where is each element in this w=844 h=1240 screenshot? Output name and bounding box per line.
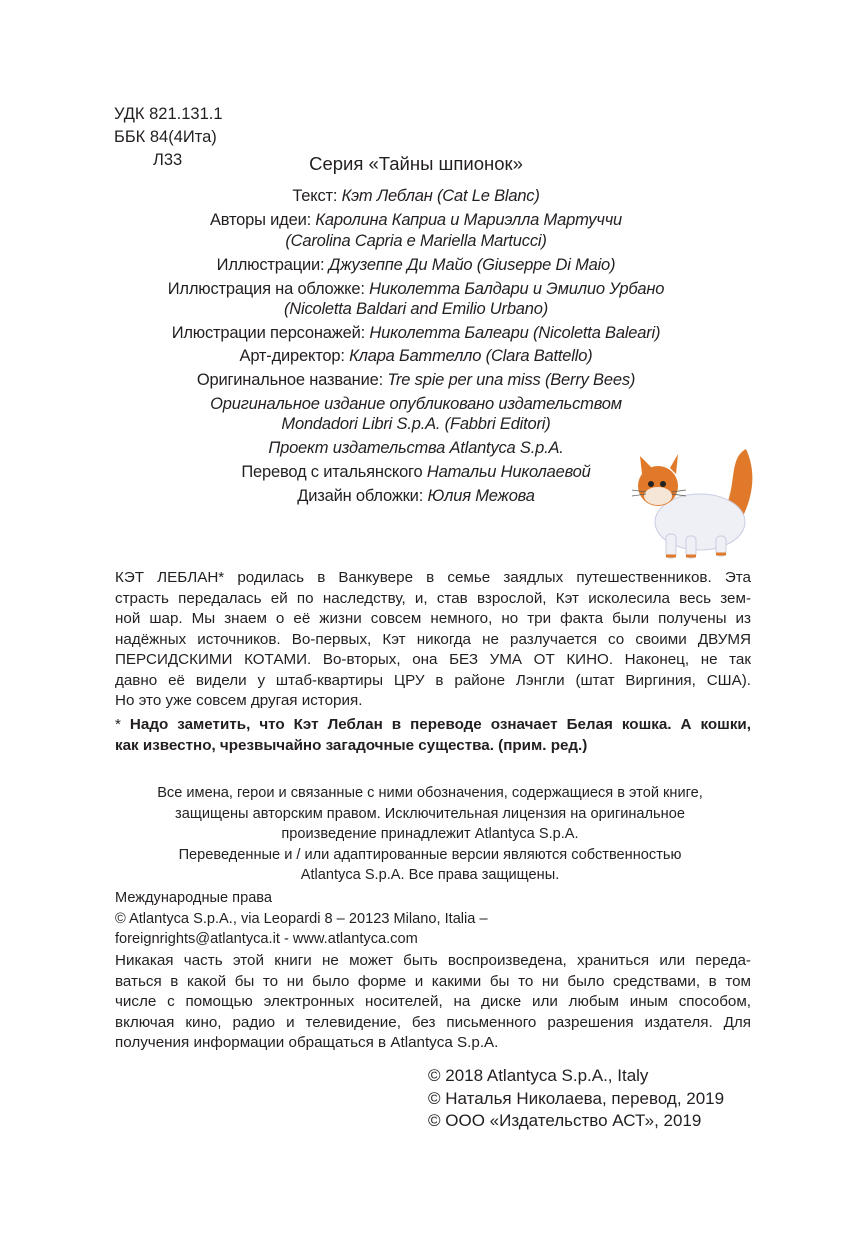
credit-value: Mondadori Libri S.p.A. (Fabbri Editori) <box>281 415 551 433</box>
author-sign: Л33 <box>153 151 183 169</box>
credit-value: Николетта Балеари (Nicoletta Baleari) <box>369 324 661 342</box>
credit-value: Проект издательства Atlantyca S.p.A. <box>268 439 564 457</box>
rights-line: Переведенные и / или адаптированные версии являются собственностью <box>178 846 682 863</box>
credit-label: Перевод с итальянского <box>241 463 427 481</box>
credit-label: Илюстрации персонажей: <box>171 324 370 342</box>
copyright-line: © Наталья Николаева, перевод, 2019 <box>428 1088 725 1108</box>
credit-line <box>116 300 716 319</box>
international-rights <box>115 888 488 950</box>
credit-label: Арт-директор: <box>239 347 350 365</box>
rights-line: Atlantyca S.p.A. Все права защищены. <box>300 867 560 883</box>
credit-label: Авторы идеи: <box>209 211 316 229</box>
credit-line <box>116 395 716 414</box>
about-author-line: КЭТ ЛЕБЛАН* родилась в Ванкувере в семье заядлых путешественников. Эта <box>115 569 751 586</box>
credit-label: Текст: <box>292 187 342 205</box>
credit-line <box>116 280 716 299</box>
credit-value: Николетта Балдари и Эмилио Урбано <box>369 280 665 298</box>
rights-notice <box>100 783 760 886</box>
credit-line <box>116 439 716 458</box>
credit-value: (Carolina Capria e Mariella Martucci) <box>285 232 547 250</box>
credit-line <box>116 415 716 434</box>
cat-illustration <box>628 444 768 564</box>
credit-line <box>116 324 716 343</box>
credit-value: Клара Баттелло (Clara Battello) <box>349 347 593 365</box>
credit-line <box>116 487 716 506</box>
credit-value: Юлия Межова <box>427 487 535 505</box>
bbk-code: ББК 84(4Ита) <box>114 128 217 146</box>
copyright-block <box>428 1065 724 1133</box>
footnote-line: как известно, чрезвычайно загадочные существа. (прим. ред.) <box>115 736 588 754</box>
copyright-line: © 2018 Atlantyca S.p.A., Italy <box>428 1066 649 1085</box>
international-rights-line: Международные права <box>115 890 273 906</box>
credit-line <box>116 211 716 230</box>
about-author-line: ной шар. Мы знаем о её жизни совсем немного, но три факта были получены из <box>115 610 751 627</box>
international-rights-line: © Atlantyca S.p.A., via Leopardi 8 – 20123 Milano, Italia – <box>115 910 488 927</box>
udk-code: УДК 821.131.1 <box>114 105 223 123</box>
rights-line: защищены авторским правом. Исключительная лицензия на оригинальное <box>175 805 685 822</box>
rights-line: Все имена, герои и связанные с ними обозначения, содержащиеся в этой книге, <box>157 785 703 801</box>
reproduction-line: Никакая часть этой книги не может быть воспроизведена, храниться или переда- <box>115 952 751 969</box>
about-author-line: надёжных источников. Во-первых, Кэт никогда не разлучается со своими ДВУМЯ <box>115 630 751 648</box>
credit-line <box>116 232 716 251</box>
rights-line: произведение принадлежит Atlantyca S.p.A. <box>281 826 579 842</box>
credit-label: Дизайн обложки: <box>297 487 428 505</box>
credit-line <box>116 463 716 482</box>
reproduction-line: включая кино, радио и телевидение, без письменного разрешения издателя. Для <box>115 1013 751 1031</box>
reproduction-line: числе с помощью электронных носителей, на диске или любым иным способом, <box>115 993 751 1010</box>
credit-line <box>116 187 716 206</box>
international-rights-line: foreignrights@atlantyca.it - www.atlantyca.com <box>115 931 418 947</box>
about-author-line: давно её видели у штаб-квартиры ЦРУ в районе Лэнгли (штат Виргиния, США). <box>115 671 751 689</box>
credit-label: Оригинальное название: <box>196 371 388 389</box>
credit-value: Кэт Леблан (Cat Le Blanc) <box>341 187 540 205</box>
about-author-line: Но это уже совсем другая история. <box>115 692 363 709</box>
reproduction-notice <box>115 951 751 1054</box>
credit-value: Натальи Николаевой <box>426 463 591 481</box>
copyright-line: © ООО «Издательство АСТ», 2019 <box>428 1111 702 1130</box>
reproduction-line: получения информации обращаться в Atlantyca S.p.A. <box>115 1034 499 1051</box>
series-title: Серия «Тайны шпионок» <box>309 153 523 174</box>
about-author-line: ПЕРСИДСКИМИ КОТАМИ. Во-вторых, она БЕЗ УМА ОТ КИНО. Наконец, не так <box>115 651 751 668</box>
credit-value: Tre spie per una miss (Berry Bees) <box>387 371 636 389</box>
credit-line <box>116 347 716 366</box>
footnote-marker: * <box>115 716 130 733</box>
credit-value: Каролина Каприа и Мариэлла Мартуччи <box>315 211 623 229</box>
credit-value: Джузеппе Ди Майо (Giuseppe Di Maio) <box>328 256 616 274</box>
about-author-line: страсть передалась ей по наследству, и, став взрослой, Кэт исколесила весь зем- <box>115 589 751 607</box>
credit-label: Иллюстрация на обложке: <box>167 280 370 298</box>
credit-value: (Nicoletta Baldari and Emilio Urbano) <box>283 300 549 318</box>
credit-value: Оригинальное издание опубликовано издательством <box>210 395 622 413</box>
reproduction-line: ваться в какой бы то ни было форме и какими бы то ни было средствами, в том <box>115 972 751 990</box>
footnote-line: Надо заметить, что Кэт Леблан в переводе означает Белая кошка. А кошки, <box>129 716 751 733</box>
credit-line <box>116 256 716 275</box>
credit-label: Иллюстрации: <box>216 256 329 274</box>
about-author-paragraph <box>115 568 751 712</box>
footnote <box>115 715 751 756</box>
credit-line <box>116 371 716 390</box>
